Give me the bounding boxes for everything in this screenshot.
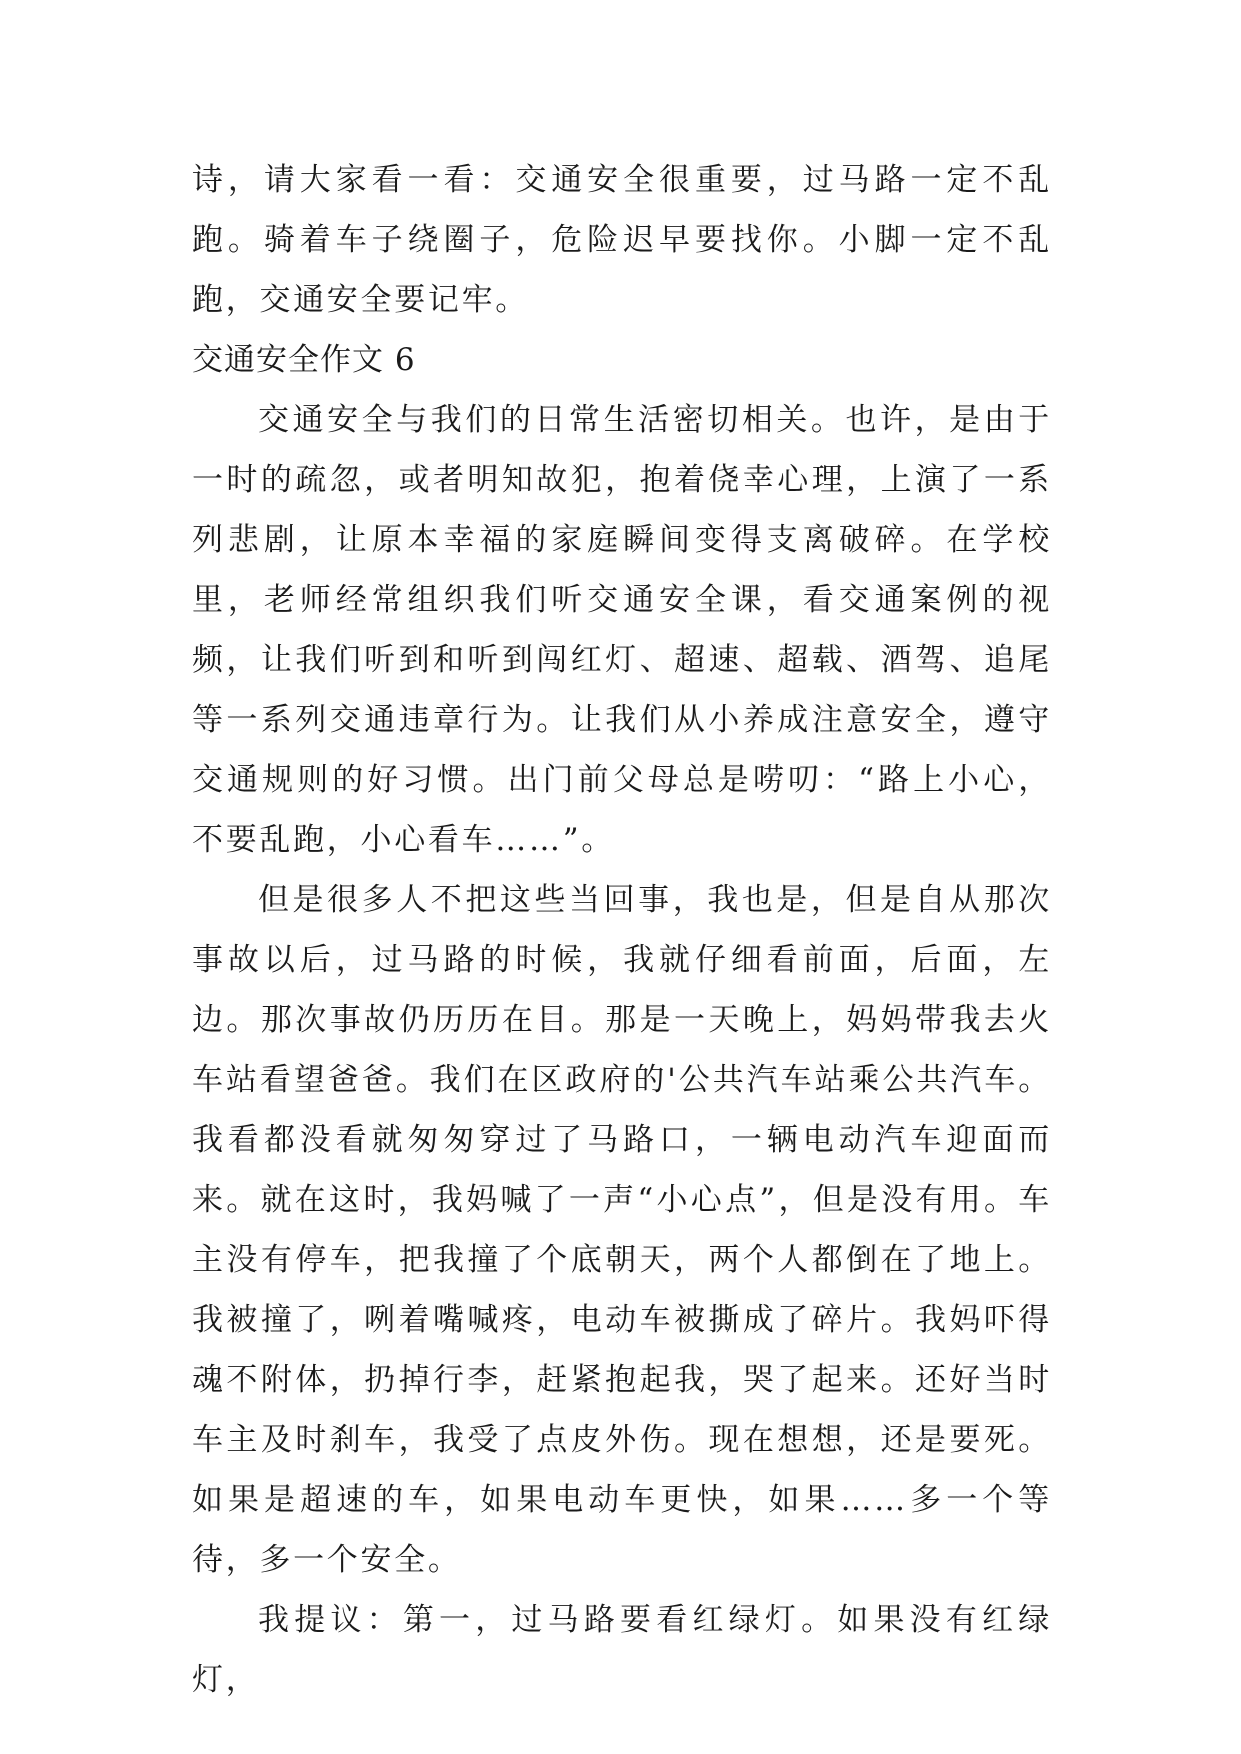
document-body <box>192 150 1052 1710</box>
paragraph-intro: 交通安全与我们的日常生活密切相关。也许，是由于一时的疏忽，或者明知故犯，抱着侥幸心理，上演了一系列悲剧，让原本幸福的家庭瞬间变得支离破碎。在学校里，老师经常组织我们听交通安全课，看交通案例的视频，让我们听到和听到闯红灯、超速、超载、酒驾、追尾等一系列交通违章行为。让我们从小养成注意安全，遵守交通规则的好习惯。出门前父母总是唠叨：“路上小心，不要乱跑，小心看车……”。 <box>192 402 1052 858</box>
paragraph-suggestion: 我提议：第一，过马路要看红绿灯。如果没有红绿灯， <box>192 1602 1052 1698</box>
paragraph-accident-story: 但是很多人不把这些当回事，我也是，但是自从那次事故以后，过马路的时候，我就仔细看前面，后面，左边。那次事故仍历历在目。那是一天晚上，妈妈带我去火车站看望爸爸。我们在区政府的'公共汽车站乘公共汽车。我看都没看就匆匆穿过了马路口，一辆电动汽车迎面而来。就在这时，我妈喊了一声“小心点”，但是没有用。车主没有停车，把我撞了个底朝天，两个人都倒在了地上。我被撞了，咧着嘴喊疼，电动车被撕成了碎片。我妈吓得魂不附体，扔掉行李，赶紧抱起我，哭了起来。还好当时车主及时刹车，我受了点皮外伤。现在想想，还是要死。如果是超速的车，如果电动车更快，如果……多一个等待，多一个安全。 <box>192 882 1052 1578</box>
paragraph-poem-ending: 诗，请大家看一看：交通安全很重要，过马路一定不乱跑。骑着车子绕圈子，危险迟早要找你。小脚一定不乱跑，交通安全要记牢。 <box>192 162 1052 318</box>
section-heading: 交通安全作文 6 <box>192 342 416 378</box>
